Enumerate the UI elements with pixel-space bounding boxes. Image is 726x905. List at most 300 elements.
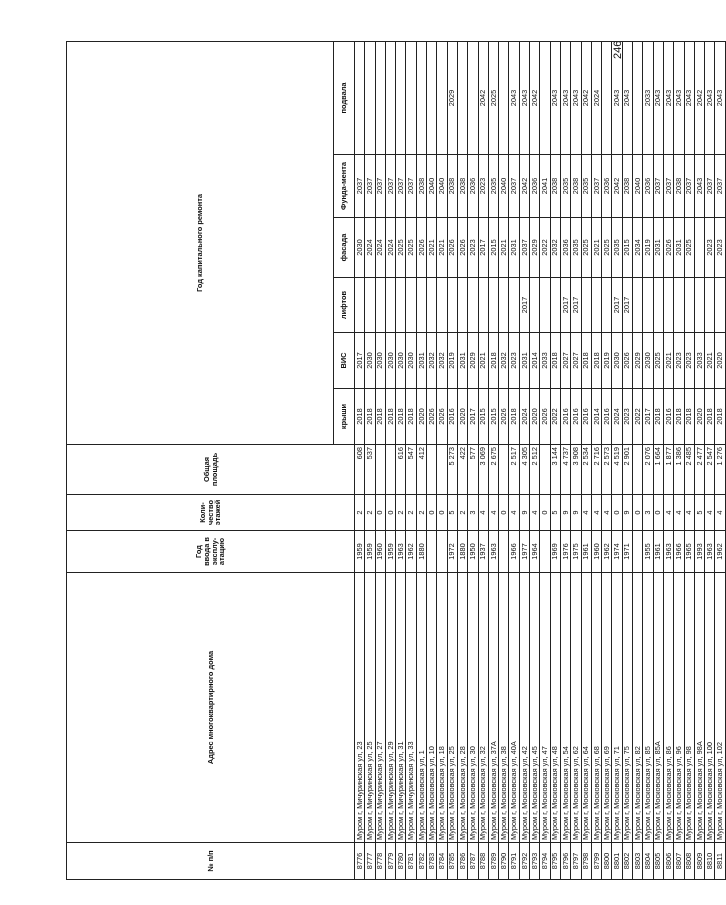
cell-address: Муром г, Мичуринская ул, 29 xyxy=(385,573,395,843)
cell-foundation: 2040 xyxy=(437,155,447,218)
cell-area: 2 076 xyxy=(643,445,653,495)
cell-facade: 2037 xyxy=(519,218,529,278)
cell-basement: 2029 xyxy=(447,41,457,154)
cell-area: 2 517 xyxy=(509,445,519,495)
cell-floors: 4 xyxy=(591,495,601,531)
table-row xyxy=(612,41,622,879)
header-num: № п/п xyxy=(67,843,355,880)
cell-lifts xyxy=(468,278,478,333)
cell-num: 8799 xyxy=(591,843,601,880)
cell-vis: 2032 xyxy=(437,333,447,389)
cell-facade: 2026 xyxy=(663,218,673,278)
header-roof: крыши xyxy=(334,389,355,445)
table-row xyxy=(385,41,395,879)
cell-facade: 2031 xyxy=(674,218,684,278)
cell-address: Муром г, Московская ул, 37А xyxy=(488,573,498,843)
cell-basement: 2043 xyxy=(550,41,560,154)
table-row xyxy=(457,41,467,879)
cell-lifts xyxy=(478,278,488,333)
cell-foundation: 2036 xyxy=(530,155,540,218)
cell-roof: 2016 xyxy=(581,389,591,445)
table-row xyxy=(530,41,540,879)
cell-basement xyxy=(416,41,426,154)
cell-lifts: 2017 xyxy=(560,278,570,333)
table-row xyxy=(684,41,694,879)
cell-floors: 4 xyxy=(509,495,519,531)
cell-area: 1 386 xyxy=(674,445,684,495)
cell-lifts xyxy=(416,278,426,333)
table-row xyxy=(437,41,447,879)
cell-floors: 9 xyxy=(622,495,632,531)
cell-year: 1961 xyxy=(653,531,663,573)
cell-facade xyxy=(694,218,704,278)
cell-num: 8805 xyxy=(653,843,663,880)
header-repair-group: Год капитального ремонта xyxy=(67,41,334,444)
cell-lifts xyxy=(663,278,673,333)
table-row xyxy=(375,41,385,879)
cell-address: Муром г, Московская ул, 102 xyxy=(715,573,725,843)
cell-foundation: 2038 xyxy=(571,155,581,218)
cell-foundation: 2037 xyxy=(406,155,416,218)
table-row xyxy=(581,41,591,879)
table-row xyxy=(365,41,375,879)
cell-roof: 2018 xyxy=(365,389,375,445)
cell-vis: 2030 xyxy=(385,333,395,389)
cell-facade: 2025 xyxy=(396,218,406,278)
cell-floors: 4 xyxy=(478,495,488,531)
cell-num: 8782 xyxy=(416,843,426,880)
cell-num: 8808 xyxy=(684,843,694,880)
cell-address: Муром г, Московская ул, 38 xyxy=(499,573,509,843)
cell-floors: 0 xyxy=(633,495,643,531)
cell-foundation: 2038 xyxy=(550,155,560,218)
cell-basement: 2043 xyxy=(674,41,684,154)
cell-foundation: 2037 xyxy=(705,155,715,218)
cell-basement: 2025 xyxy=(488,41,498,154)
cell-vis: 2023 xyxy=(684,333,694,389)
cell-facade: 2017 xyxy=(478,218,488,278)
cell-lifts xyxy=(550,278,560,333)
cell-basement: 2043 xyxy=(612,41,622,154)
cell-vis: 2030 xyxy=(396,333,406,389)
cell-basement: 2043 xyxy=(560,41,570,154)
cell-num: 8776 xyxy=(355,843,365,880)
cell-address: Муром г, Московская ул, 18 xyxy=(437,573,447,843)
cell-num: 8790 xyxy=(499,843,509,880)
cell-address: Муром г, Московская ул, 85 xyxy=(643,573,653,843)
cell-lifts xyxy=(355,278,365,333)
cell-year: 1962 xyxy=(602,531,612,573)
cell-basement xyxy=(355,41,365,154)
cell-roof: 2018 xyxy=(406,389,416,445)
cell-year: 1964 xyxy=(530,531,540,573)
cell-foundation: 2038 xyxy=(457,155,467,218)
cell-foundation: 2035 xyxy=(488,155,498,218)
cell-address: Муром г, Московская ул, 62 xyxy=(571,573,581,843)
cell-address: Муром г, Московская ул, 25 xyxy=(447,573,457,843)
cell-roof: 2018 xyxy=(355,389,365,445)
cell-num: 8783 xyxy=(427,843,437,880)
cell-roof: 2017 xyxy=(643,389,653,445)
cell-lifts xyxy=(643,278,653,333)
cell-address: Муром г, Московская ул, 10 xyxy=(427,573,437,843)
cell-vis: 2030 xyxy=(365,333,375,389)
cell-vis: 2030 xyxy=(375,333,385,389)
cell-floors: 2 xyxy=(406,495,416,531)
cell-area xyxy=(385,445,395,495)
cell-roof: 2016 xyxy=(663,389,673,445)
cell-facade: 2023 xyxy=(715,218,725,278)
cell-address: Муром г, Московская ул, 98А xyxy=(694,573,704,843)
cell-roof: 2018 xyxy=(396,389,406,445)
cell-vis: 2021 xyxy=(705,333,715,389)
cell-foundation: 2037 xyxy=(355,155,365,218)
cell-num: 8779 xyxy=(385,843,395,880)
cell-facade: 2026 xyxy=(447,218,457,278)
cell-floors: 4 xyxy=(715,495,725,531)
cell-foundation: 2037 xyxy=(375,155,385,218)
cell-roof: 2018 xyxy=(674,389,684,445)
table-row xyxy=(478,41,488,879)
header-address: Адрес многоквартирного дома xyxy=(67,573,355,843)
cell-floors: 3 xyxy=(643,495,653,531)
cell-vis: 2021 xyxy=(478,333,488,389)
cell-num: 8804 xyxy=(643,843,653,880)
cell-year: 1974 xyxy=(612,531,622,573)
cell-foundation: 2042 xyxy=(519,155,529,218)
table-row xyxy=(622,41,632,879)
cell-year: 1937 xyxy=(478,531,488,573)
cell-lifts xyxy=(602,278,612,333)
cell-facade: 2015 xyxy=(622,218,632,278)
cell-num: 8802 xyxy=(622,843,632,880)
cell-basement: 2043 xyxy=(705,41,715,154)
cell-address: Муром г, Московская ул, 48 xyxy=(550,573,560,843)
cell-basement: 2042 xyxy=(694,41,704,154)
cell-area: 2 547 xyxy=(705,445,715,495)
cell-num: 8786 xyxy=(457,843,467,880)
cell-basement xyxy=(396,41,406,154)
cell-roof: 2018 xyxy=(375,389,385,445)
cell-vis: 2033 xyxy=(694,333,704,389)
cell-foundation: 2035 xyxy=(581,155,591,218)
cell-facade: 2025 xyxy=(406,218,416,278)
cell-year: 1962 xyxy=(715,531,725,573)
table-row xyxy=(663,41,673,879)
cell-floors: 5 xyxy=(694,495,704,531)
header-year: Год ввода в эксплу-атацию xyxy=(67,531,355,573)
cell-year: 1959 xyxy=(365,531,375,573)
cell-address: Муром г, Московская ул, 42 xyxy=(519,573,529,843)
cell-address: Муром г, Мичуринская ул, 23 xyxy=(355,573,365,843)
cell-area: 2 716 xyxy=(591,445,601,495)
cell-num: 8798 xyxy=(581,843,591,880)
cell-basement: 2042 xyxy=(530,41,540,154)
cell-num: 8789 xyxy=(488,843,498,880)
cell-lifts xyxy=(581,278,591,333)
cell-num: 8807 xyxy=(674,843,684,880)
cell-lifts xyxy=(396,278,406,333)
cell-roof: 2024 xyxy=(612,389,622,445)
table-row xyxy=(674,41,684,879)
cell-address: Муром г, Московская ул, 75 xyxy=(622,573,632,843)
cell-roof: 2022 xyxy=(550,389,560,445)
cell-facade: 2026 xyxy=(416,218,426,278)
cell-floors: 4 xyxy=(488,495,498,531)
cell-vis: 2018 xyxy=(591,333,601,389)
cell-foundation: 2023 xyxy=(478,155,488,218)
cell-lifts xyxy=(694,278,704,333)
cell-address: Муром г, Московская ул, 86 xyxy=(663,573,673,843)
cell-num: 8787 xyxy=(468,843,478,880)
table-row xyxy=(355,41,365,879)
cell-basement xyxy=(385,41,395,154)
cell-address: Муром г, Московская ул, 40А xyxy=(509,573,519,843)
cell-basement xyxy=(375,41,385,154)
table-row xyxy=(550,41,560,879)
cell-year: 1975 xyxy=(571,531,581,573)
cell-vis: 2023 xyxy=(674,333,684,389)
cell-facade: 2021 xyxy=(499,218,509,278)
cell-address: Муром г, Московская ул, 47 xyxy=(540,573,550,843)
cell-floors: 4 xyxy=(684,495,694,531)
cell-area: 5 273 xyxy=(447,445,457,495)
cell-area: 422 xyxy=(457,445,467,495)
table-row xyxy=(571,41,581,879)
cell-floors: 5 xyxy=(550,495,560,531)
cell-area: 616 xyxy=(396,445,406,495)
cell-floors: 4 xyxy=(530,495,540,531)
cell-year: 1959 xyxy=(355,531,365,573)
cell-roof: 2018 xyxy=(509,389,519,445)
cell-facade: 2030 xyxy=(355,218,365,278)
cell-lifts xyxy=(488,278,498,333)
cell-lifts xyxy=(427,278,437,333)
cell-address: Муром г, Московская ул, 45 xyxy=(530,573,540,843)
cell-foundation: 2042 xyxy=(612,155,622,218)
cell-vis: 2020 xyxy=(715,333,725,389)
cell-area: 4 305 xyxy=(519,445,529,495)
cell-floors: 4 xyxy=(581,495,591,531)
cell-num: 8801 xyxy=(612,843,622,880)
cell-area xyxy=(499,445,509,495)
cell-year: 1963 xyxy=(705,531,715,573)
cell-num: 8796 xyxy=(560,843,570,880)
cell-vis: 2019 xyxy=(447,333,457,389)
cell-vis: 2032 xyxy=(499,333,509,389)
cell-address: Муром г, Московская ул, 68 xyxy=(591,573,601,843)
cell-vis: 2026 xyxy=(622,333,632,389)
cell-area: 4 737 xyxy=(560,445,570,495)
cell-roof: 2018 xyxy=(715,389,725,445)
cell-facade: 2024 xyxy=(375,218,385,278)
cell-area xyxy=(540,445,550,495)
cell-basement: 2042 xyxy=(581,41,591,154)
cell-basement: 2043 xyxy=(571,41,581,154)
cell-roof: 2023 xyxy=(622,389,632,445)
cell-roof: 2015 xyxy=(488,389,498,445)
cell-vis: 2031 xyxy=(519,333,529,389)
table-row xyxy=(519,41,529,879)
cell-address: Муром г, Московская ул, 32 xyxy=(478,573,488,843)
cell-vis: 2031 xyxy=(457,333,467,389)
cell-floors: 0 xyxy=(653,495,663,531)
cell-lifts xyxy=(365,278,375,333)
cell-year: 1993 xyxy=(694,531,704,573)
cell-facade: 2032 xyxy=(550,218,560,278)
cell-basement: 2024 xyxy=(591,41,601,154)
cell-lifts xyxy=(530,278,540,333)
cell-basement xyxy=(633,41,643,154)
cell-floors: 0 xyxy=(437,495,447,531)
cell-area: 547 xyxy=(406,445,416,495)
header-lifts: лифтов xyxy=(334,278,355,333)
cell-vis: 2018 xyxy=(550,333,560,389)
cell-foundation: 2037 xyxy=(653,155,663,218)
cell-address: Муром г, Мичуринская ул, 33 xyxy=(406,573,416,843)
cell-roof: 2026 xyxy=(540,389,550,445)
cell-facade: 2035 xyxy=(612,218,622,278)
cell-facade: 2021 xyxy=(427,218,437,278)
cell-facade: 2036 xyxy=(560,218,570,278)
cell-num: 8785 xyxy=(447,843,457,880)
cell-num: 8784 xyxy=(437,843,447,880)
cell-year: 1960 xyxy=(591,531,601,573)
cell-facade: 2015 xyxy=(488,218,498,278)
header-basement: подвала xyxy=(334,41,355,154)
cell-lifts xyxy=(653,278,663,333)
cell-floors: 9 xyxy=(571,495,581,531)
cell-basement: 2043 xyxy=(622,41,632,154)
cell-area: 2 675 xyxy=(488,445,498,495)
cell-num: 8791 xyxy=(509,843,519,880)
cell-foundation: 2036 xyxy=(643,155,653,218)
page-number: 246 xyxy=(612,40,624,60)
cell-roof: 2026 xyxy=(427,389,437,445)
cell-roof: 2026 xyxy=(499,389,509,445)
cell-vis: 2032 xyxy=(427,333,437,389)
cell-floors: 4 xyxy=(602,495,612,531)
cell-foundation: 2038 xyxy=(447,155,457,218)
cell-lifts: 2017 xyxy=(612,278,622,333)
header-foundation: Фунда-мента xyxy=(334,155,355,218)
table-row xyxy=(447,41,457,879)
cell-num: 8788 xyxy=(478,843,488,880)
cell-num: 8803 xyxy=(633,843,643,880)
cell-lifts: 2017 xyxy=(622,278,632,333)
cell-address: Муром г, Московская ул, 71 xyxy=(612,573,622,843)
cell-address: Муром г, Московская ул, 96 xyxy=(674,573,684,843)
cell-year: 1880 xyxy=(457,531,467,573)
cell-roof: 2022 xyxy=(633,389,643,445)
cell-address: Муром г, Московская ул, 100 xyxy=(705,573,715,843)
cell-year: 1971 xyxy=(622,531,632,573)
cell-address: Муром г, Московская ул, 28 xyxy=(457,573,467,843)
table-row xyxy=(643,41,653,879)
cell-year xyxy=(427,531,437,573)
header-facade: фасада xyxy=(334,218,355,278)
cell-floors: 2 xyxy=(365,495,375,531)
cell-vis: 2027 xyxy=(571,333,581,389)
cell-lifts xyxy=(540,278,550,333)
cell-year: 1962 xyxy=(406,531,416,573)
cell-floors: 2 xyxy=(457,495,467,531)
cell-year: 1963 xyxy=(663,531,673,573)
cell-year: 1959 xyxy=(385,531,395,573)
cell-num: 8809 xyxy=(694,843,704,880)
table-row xyxy=(468,41,478,879)
cell-lifts xyxy=(499,278,509,333)
cell-address: Муром г, Московская ул, 1 xyxy=(416,573,426,843)
cell-num: 8792 xyxy=(519,843,529,880)
cell-year xyxy=(499,531,509,573)
cell-basement xyxy=(427,41,437,154)
cell-num: 8778 xyxy=(375,843,385,880)
cell-vis: 2018 xyxy=(488,333,498,389)
table-row xyxy=(591,41,601,879)
cell-vis: 2025 xyxy=(653,333,663,389)
cell-facade: 2031 xyxy=(509,218,519,278)
cell-year: 1969 xyxy=(550,531,560,573)
cell-basement: 2043 xyxy=(684,41,694,154)
cell-area: 577 xyxy=(468,445,478,495)
cell-vis: 2030 xyxy=(612,333,622,389)
table-row xyxy=(427,41,437,879)
cell-basement xyxy=(406,41,416,154)
cell-foundation: 2037 xyxy=(385,155,395,218)
cell-facade: 2024 xyxy=(365,218,375,278)
cell-basement: 2043 xyxy=(519,41,529,154)
cell-basement: 2042 xyxy=(478,41,488,154)
cell-basement xyxy=(602,41,612,154)
cell-foundation: 2038 xyxy=(416,155,426,218)
table-row xyxy=(653,41,663,879)
cell-year: 1965 xyxy=(684,531,694,573)
cell-num: 8797 xyxy=(571,843,581,880)
cell-facade: 2029 xyxy=(530,218,540,278)
cell-lifts xyxy=(715,278,725,333)
cell-area xyxy=(427,445,437,495)
cell-basement: 2033 xyxy=(643,41,653,154)
cell-lifts xyxy=(509,278,519,333)
cell-lifts xyxy=(684,278,694,333)
cell-lifts xyxy=(591,278,601,333)
cell-vis: 2014 xyxy=(530,333,540,389)
table-row xyxy=(602,41,612,879)
cell-foundation: 2037 xyxy=(509,155,519,218)
header-area: Общая площадь xyxy=(67,445,355,495)
cell-year: 1966 xyxy=(674,531,684,573)
table-row xyxy=(396,41,406,879)
cell-roof: 2018 xyxy=(705,389,715,445)
cell-num: 8800 xyxy=(602,843,612,880)
table-row xyxy=(406,41,416,879)
cell-floors: 4 xyxy=(674,495,684,531)
cell-foundation: 2036 xyxy=(602,155,612,218)
cell-basement: 2043 xyxy=(653,41,663,154)
cell-year: 1963 xyxy=(488,531,498,573)
cell-floors: 0 xyxy=(375,495,385,531)
cell-year: 1972 xyxy=(447,531,457,573)
cell-vis: 2027 xyxy=(560,333,570,389)
cell-vis: 2030 xyxy=(406,333,416,389)
cell-lifts: 2017 xyxy=(571,278,581,333)
cell-area xyxy=(633,445,643,495)
cell-floors: 3 xyxy=(468,495,478,531)
cell-lifts xyxy=(437,278,447,333)
cell-floors: 0 xyxy=(427,495,437,531)
cell-floors: 0 xyxy=(385,495,395,531)
